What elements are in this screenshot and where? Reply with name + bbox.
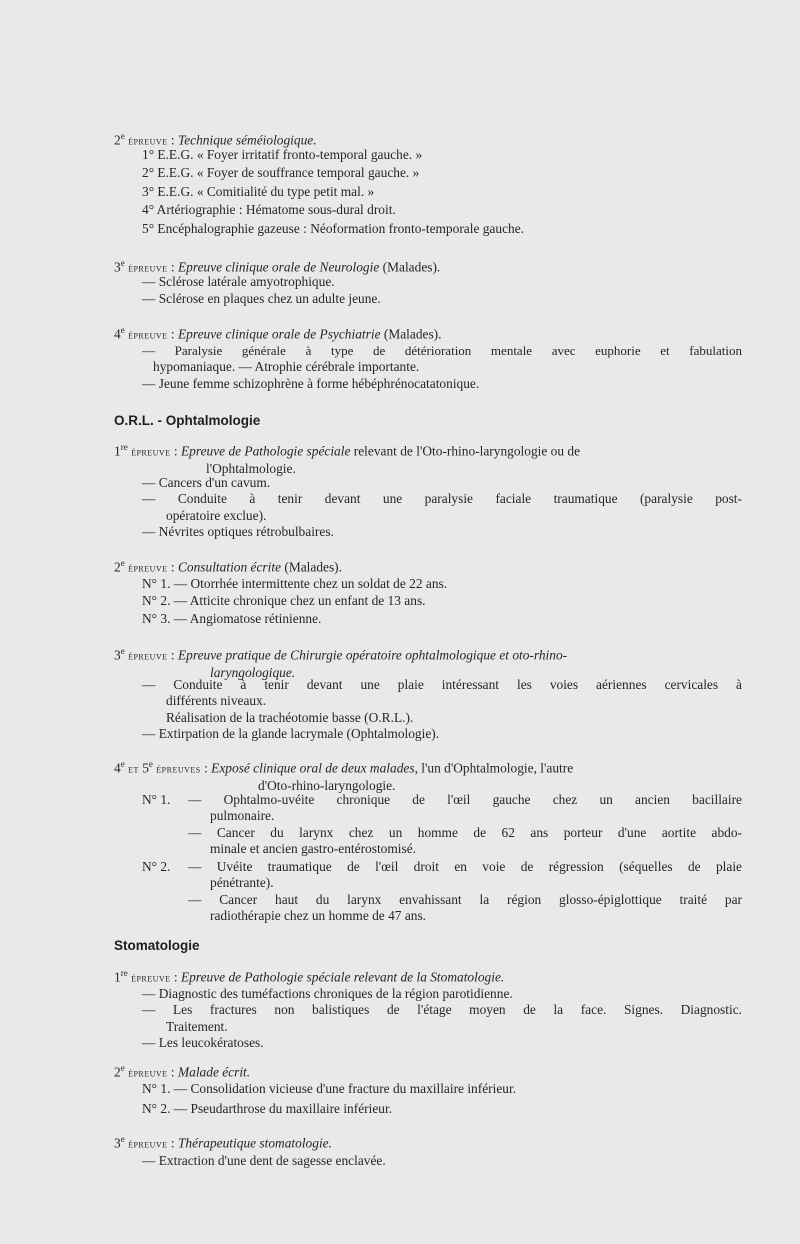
heading-label: épreuve <box>128 1138 168 1151</box>
orl-45-n1-items <box>188 792 742 858</box>
heading-number: 4 <box>114 326 121 342</box>
heading-title: Consultation écrite <box>177 559 282 575</box>
list-item: N° 1. — Otorrhée intermittente chez un soldat de 22 ans. <box>142 576 448 591</box>
list-item: — Uvéite traumatique de l'œil droit en voie de régression (séquelles de plaie <box>188 859 742 874</box>
heading-label: épreuve <box>128 562 168 575</box>
heading-separator: : <box>167 132 178 148</box>
section-heading <box>114 1060 250 1082</box>
list-item: N° 2. — Atticite chronique chez un enfant de 13 ans. <box>142 593 426 609</box>
heading-superscript: e <box>148 759 153 769</box>
section-heading <box>114 555 342 577</box>
list-item-continuation: pulmonaire. <box>210 808 275 824</box>
heading-superscript: e <box>120 258 125 268</box>
section-heading <box>114 643 742 665</box>
orl-3e-items <box>142 677 742 743</box>
heading-label: épreuves <box>156 763 201 776</box>
heading-superscript: e <box>120 558 125 568</box>
list-item: — Sclérose latérale amyotrophique. <box>142 274 335 289</box>
heading-label: épreuve <box>131 446 171 459</box>
heading-separator: : <box>167 259 178 275</box>
list-item-continuation: radiothérapie chez un homme de 47 ans. <box>210 908 427 924</box>
heading-superscript: re <box>120 968 128 978</box>
heading-number: 1 <box>114 969 121 985</box>
list-item: — Cancer du larynx chez un homme de 62 ans porteur d'une aortite abdo- <box>188 824 742 840</box>
heading-tail: (Malades). <box>380 326 442 342</box>
heading-title: Exposé clinique oral de deux malades <box>211 760 415 776</box>
section-heading <box>114 965 504 987</box>
stoma-2e-epreuve <box>114 1060 250 1082</box>
orl-2e-epreuve <box>114 555 342 577</box>
heading-label: épreuve <box>128 135 168 148</box>
heading-title: Thérapeutique stomatologie. <box>177 1135 332 1151</box>
list-item: — Névrites optiques rétrobulbaires. <box>142 524 334 540</box>
heading-separator: : <box>167 1064 178 1080</box>
list-item: N° 1. — Consolidation vicieuse d'une fracture du maxillaire inférieur. <box>142 1081 517 1096</box>
orl-3e-epreuve <box>114 643 742 681</box>
heading-continuation: l'Ophtalmologie. <box>206 460 296 476</box>
heading-superscript: e <box>120 1063 125 1073</box>
heading-separator: : <box>170 443 181 459</box>
heading-label: épreuve <box>128 1067 168 1080</box>
list-item: 2° E.E.G. « Foyer de souffrance temporal gauche. » <box>142 165 420 181</box>
heading-number: 3 <box>114 259 121 275</box>
list-item: — Cancers d'un cavum. <box>142 475 271 490</box>
heading-number: 5 <box>142 760 149 776</box>
heading-superscript: e <box>120 646 125 656</box>
heading-title: Epreuve pratique de Chirurgie opératoire ophtalmologique et oto-rhino- <box>177 647 568 663</box>
orl-2e-items <box>142 576 447 627</box>
orl-4e-5e-epreuves <box>114 756 742 794</box>
heading-tail: (Malades). <box>281 559 342 575</box>
heading-number: 2 <box>114 132 121 148</box>
stoma-3e-epreuve <box>114 1131 332 1153</box>
heading-superscript: e <box>120 759 125 769</box>
list-item-continuation: Traitement. <box>166 1018 228 1034</box>
list-item-continuation: minale et ancien gastro-entérostomisé. <box>210 841 416 857</box>
heading-title: Technique séméiologique. <box>177 132 317 148</box>
stoma-2e-items <box>142 1081 516 1118</box>
list-item-continuation: Réalisation de la trachéotomie basse (O.R.L.). <box>166 709 414 725</box>
list-item: 5° Encéphalographie gazeuse : Néoformation fronto-temporale gauche. <box>142 220 524 236</box>
heading-tail: relevant de l'Oto-rhino-laryngologie ou de <box>350 443 581 459</box>
heading-superscript: e <box>120 131 125 141</box>
heading-conjunction: et <box>128 763 139 776</box>
heading-title: Malade écrit. <box>177 1064 251 1080</box>
heading-superscript: e <box>120 325 125 335</box>
section-heading <box>114 322 442 344</box>
section-3e-items <box>142 274 381 308</box>
heading-tail: , l'un d'Ophtalmologie, l'autre <box>414 760 574 776</box>
heading-number: 3 <box>114 647 121 663</box>
heading-separator: : <box>200 760 212 776</box>
heading-separator: : <box>167 326 178 342</box>
orl-heading: O.R.L. - Ophtalmologie <box>114 413 261 428</box>
stoma-1re-items <box>142 986 742 1052</box>
list-item-continuation: pénétrante). <box>210 875 274 891</box>
list-item: 3° E.E.G. « Comitialité du type petit mal. » <box>142 183 375 199</box>
heading-number: 1 <box>114 443 121 459</box>
section-4e-items <box>142 343 742 392</box>
list-item: 1° E.E.G. « Foyer irritatif fronto-temporal gauche. » <box>142 147 423 162</box>
list-item: — Cancer haut du larynx envahissant la région glosso-épiglottique traité par <box>188 891 742 907</box>
list-item: — Paralysie générale à type de détérioration mentale avec euphorie et fabulation <box>142 343 742 358</box>
list-item: — Extraction d'une dent de sagesse enclavée. <box>142 1153 386 1168</box>
list-item: N° 2. — Pseudarthrose du maxillaire inférieur. <box>142 1101 393 1117</box>
orl-45-n1-label: N° 1. <box>142 792 171 807</box>
heading-continuation: d'Oto-rhino-laryngologie. <box>258 777 396 793</box>
list-item: — Les fractures non balistiques de l'étage moyen de la face. Signes. Diagnostic. <box>142 1002 742 1018</box>
heading-label: épreuve <box>128 262 168 275</box>
list-item: — Ophtalmo-uvéite chronique de l'œil gauche chez un ancien bacillaire <box>188 792 742 807</box>
heading-label: épreuve <box>131 972 171 985</box>
list-item: N° 3. — Angiomatose rétinienne. <box>142 610 322 626</box>
orl-1re-items <box>142 475 742 541</box>
heading-label: épreuve <box>128 329 168 342</box>
orl-45-n2-label: N° 2. <box>142 859 171 874</box>
list-item: 4° Artériographie : Hématome sous-dural droit. <box>142 202 396 218</box>
stomatologie-heading: Stomatologie <box>114 938 200 953</box>
list-item: — Conduite à tenir devant une plaie intéressant les voies aériennes cervicales à <box>142 677 742 692</box>
heading-number: 3 <box>114 1135 121 1151</box>
heading-separator: : <box>167 559 178 575</box>
heading-title-continuation: laryngologique. <box>210 664 296 680</box>
heading-separator: : <box>167 647 178 663</box>
heading-title: Epreuve de Pathologie spéciale <box>180 443 351 459</box>
section-heading <box>114 1131 332 1153</box>
heading-tail: (Malades). <box>379 259 441 275</box>
section-heading <box>114 756 742 778</box>
list-item: — Diagnostic des tuméfactions chroniques de la région parotidienne. <box>142 986 513 1001</box>
heading-title: Epreuve clinique orale de Neurologie <box>177 259 380 275</box>
heading-superscript: re <box>120 442 128 452</box>
list-item: — Conduite à tenir devant une paralysie faciale traumatique (paralysie post- <box>142 491 742 507</box>
stoma-3e-items <box>142 1153 386 1169</box>
heading-title: Epreuve clinique orale de Psychiatrie <box>177 326 381 342</box>
heading-number: 2 <box>114 1064 121 1080</box>
heading-separator: : <box>170 969 181 985</box>
heading-title: Epreuve de Pathologie spéciale relevant de la Stomatologie. <box>180 969 505 985</box>
section-4e-epreuve <box>114 322 442 344</box>
list-item-continuation: hypomaniaque. — Atrophie cérébrale importante. <box>153 359 420 375</box>
stoma-1re-epreuve <box>114 965 504 987</box>
heading-superscript: e <box>120 1134 125 1144</box>
list-item: — Les leucokératoses. <box>142 1035 264 1051</box>
list-item-continuation: opératoire exclue). <box>166 507 267 523</box>
list-item-continuation: différents niveaux. <box>166 693 267 709</box>
list-item: — Jeune femme schizophrène à forme hébéphrénocatatonique. <box>142 375 480 391</box>
heading-label: épreuve <box>128 650 168 663</box>
heading-number: 4 <box>114 760 121 776</box>
section-2e-items <box>142 147 524 237</box>
list-item: — Extirpation de la glande lacrymale (Ophtalmologie). <box>142 726 440 742</box>
list-item: — Sclérose en plaques chez un adulte jeune. <box>142 291 381 307</box>
orl-45-n2-items <box>188 859 742 925</box>
orl-1re-epreuve <box>114 439 742 477</box>
heading-separator: : <box>167 1135 178 1151</box>
heading-number: 2 <box>114 559 121 575</box>
section-heading <box>114 439 742 461</box>
